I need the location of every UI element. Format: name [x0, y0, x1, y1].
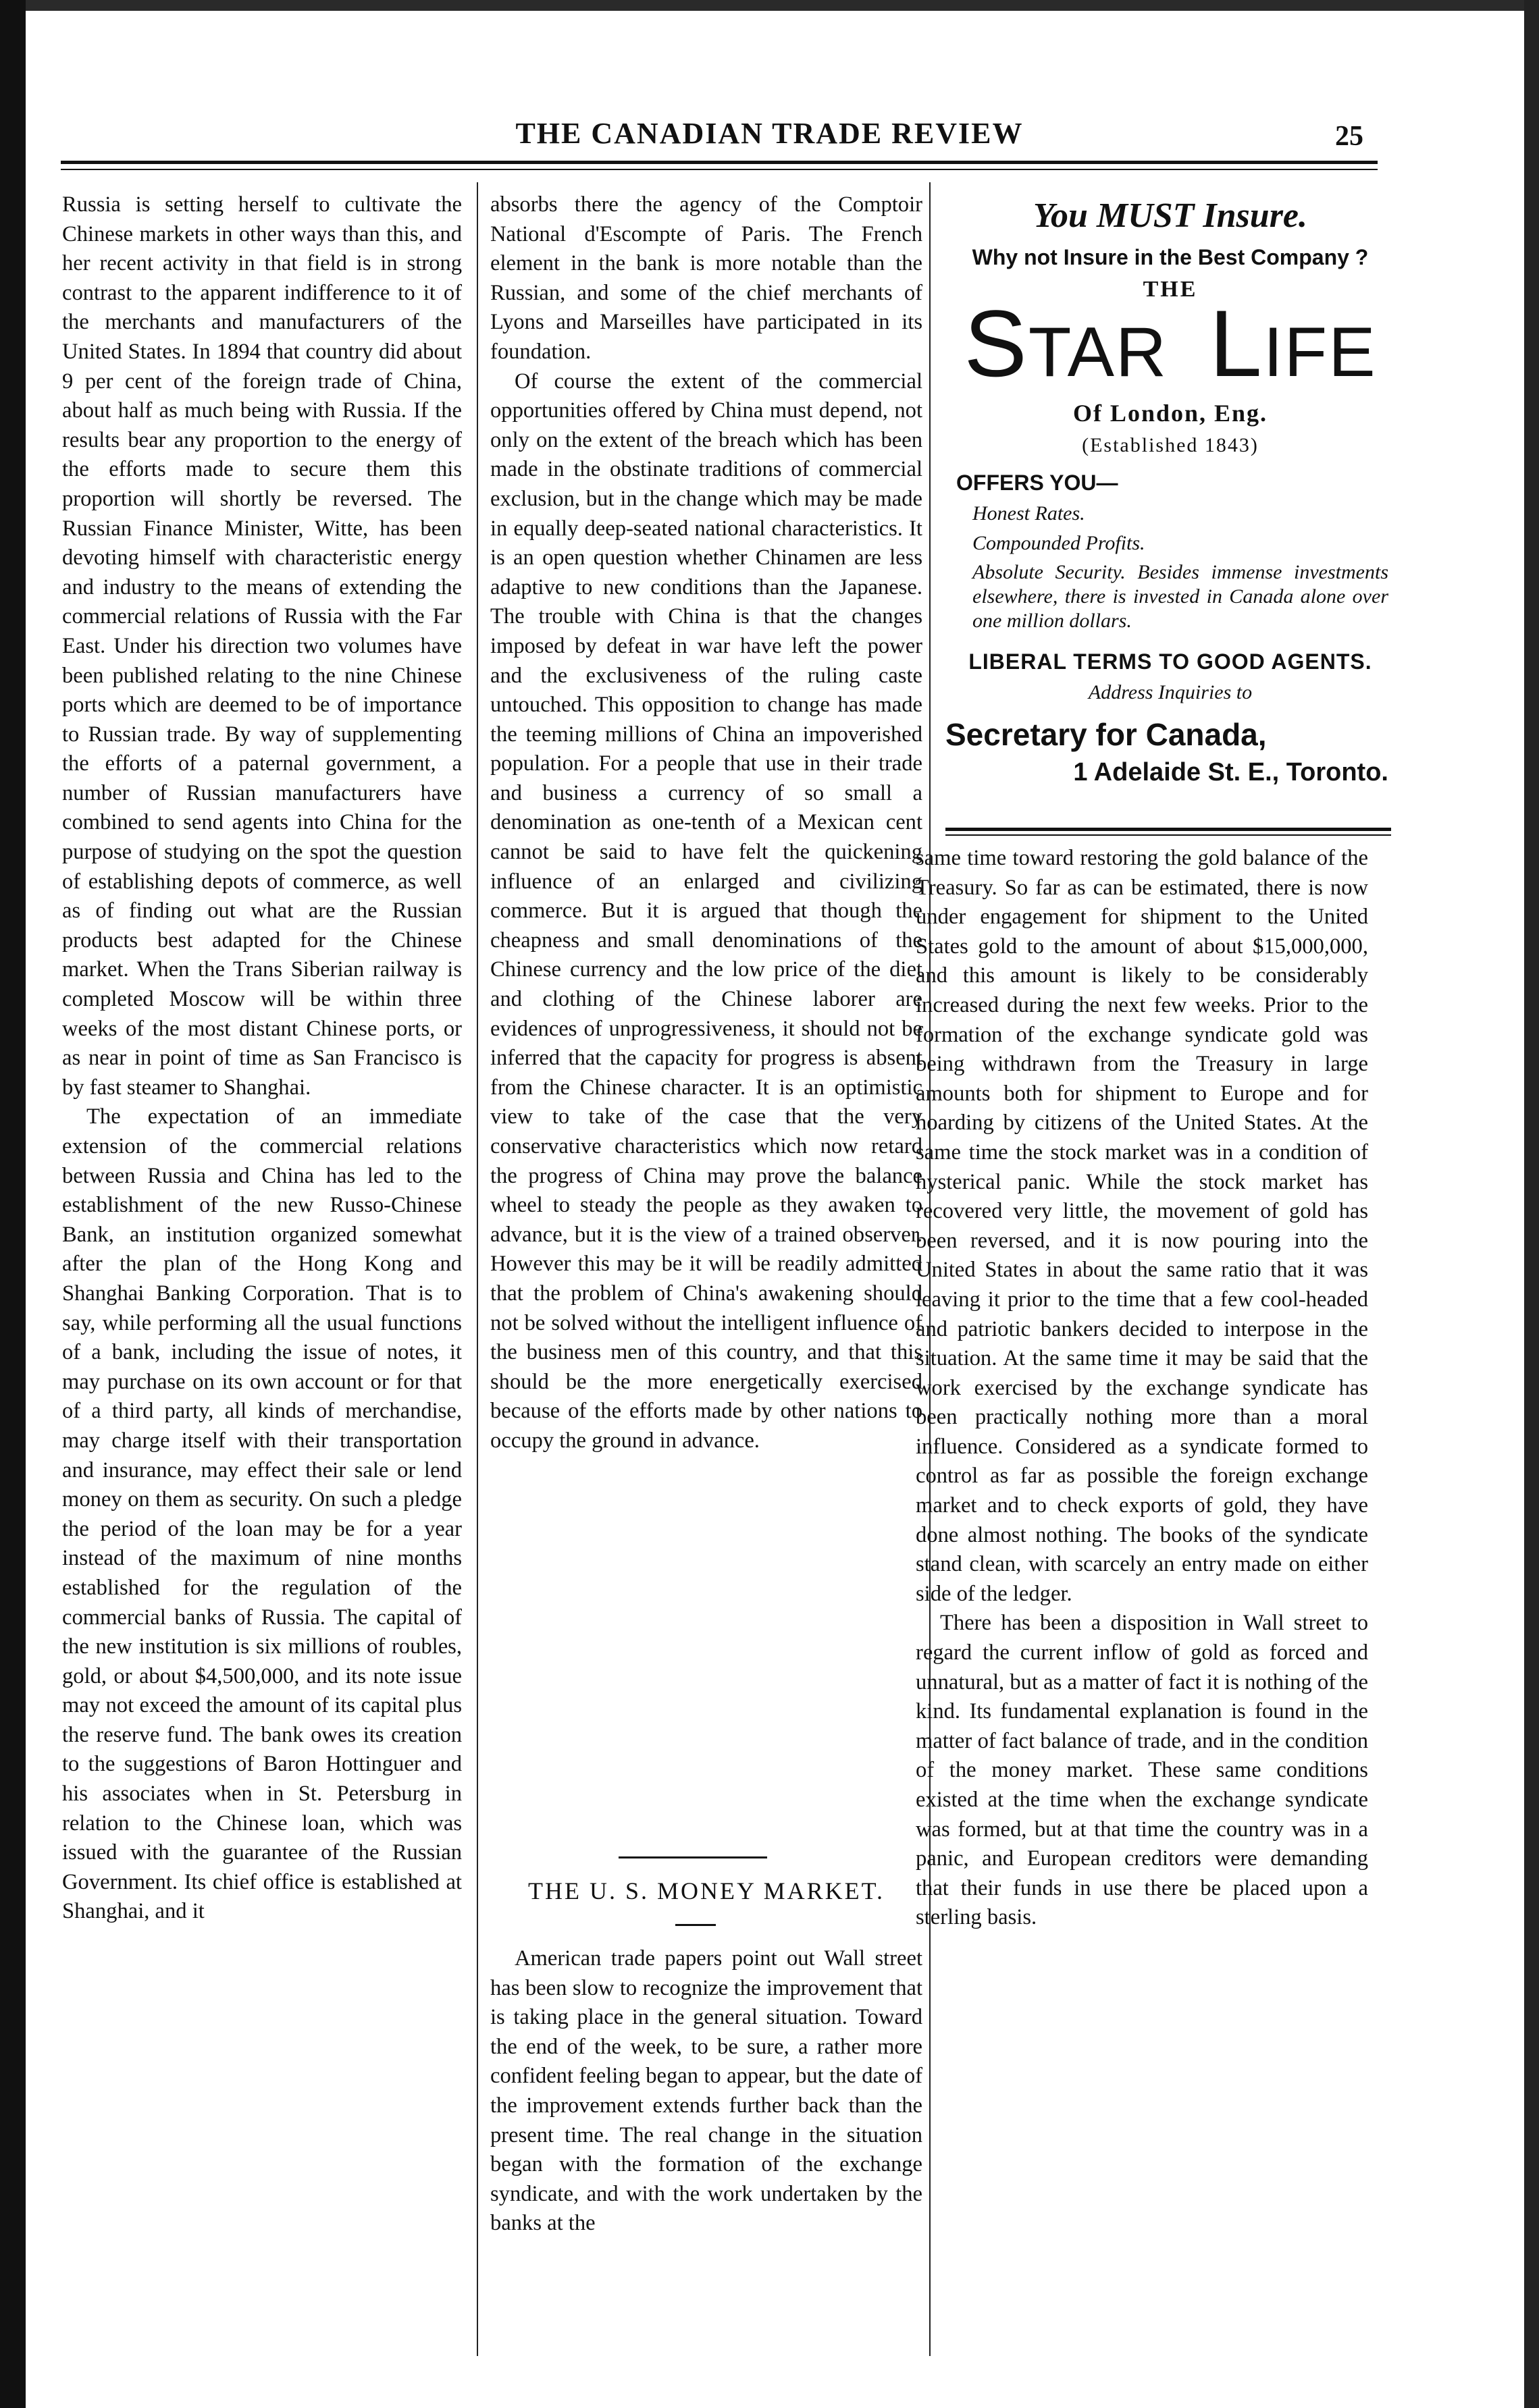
ad-brand-logo — [945, 290, 1395, 396]
brand-word-ife: IFE — [1263, 313, 1377, 392]
ad-established: (Established 1843) — [1082, 434, 1259, 456]
ad-offers: OFFERS YOU— — [956, 471, 1118, 495]
ad-terms: LIBERAL TERMS TO GOOD AGENTS. — [968, 649, 1372, 674]
ad-offer-item: Compounded Profits. — [972, 532, 1145, 554]
article-column-1 — [62, 190, 462, 2337]
ad-address-label: Address Inquiries to — [1088, 681, 1253, 703]
ad-security-note: Absolute Security. Besides immense investments elsewhere, there is invested in Canada alone over one million dollars. — [972, 561, 1388, 632]
section-divider — [619, 1856, 767, 1858]
page-number: 25 — [1335, 121, 1363, 152]
publication-title: THE CANADIAN TRADE REVIEW — [515, 117, 1024, 150]
ad-location: Of London, Eng. — [1072, 400, 1268, 427]
brand-word-tar: TAR — [1028, 313, 1168, 392]
star-life-advertisement — [945, 189, 1395, 824]
ad-offer-item: Honest Rates. — [972, 502, 1085, 525]
article-column-3 — [916, 844, 1368, 2343]
section-title: THE U. S. MONEY MARKET. — [528, 1877, 885, 1904]
header-rule-thin — [61, 169, 1378, 170]
paragraph: American trade papers point out Wall street has been slow to recognize the improvement that is taking place in the general situation. Toward the end of the week, to be sure, a rather more confident feeling began to appear, but the date of the improvement extends further back than the present time. The real change in the situation began with the formation of the exchange syndicate, and with the work undertaken by the banks at the — [490, 1946, 922, 2236]
paragraph: There has been a disposition in Wall street to regard the current inflow of gold as forced and unnatural, but as a matter of fact it is nothing of the kind. Its fundamental explanation is found in the matter of fact balance of trade, and in the condition of the money market. These same conditions existed at the time when the exchange syndicate was formed, but at that time the country was in a panic, and European creditors were demanding that their funds in use there be placed upon a sterling basis. — [916, 1611, 1368, 1930]
section-divider-small — [675, 1924, 716, 1926]
brand-initial-l: L — [1209, 290, 1263, 396]
ad-secretary: Secretary for Canada, — [945, 717, 1267, 752]
ad-the: THE — [1143, 277, 1198, 302]
paragraph: absorbs there the agency of the Comptoir National d'Escompte of Paris. The French element in the bank is more notable than the Russian, and some of the chief merchants of Lyons and Marseilles have participated in its foundation. — [490, 192, 922, 364]
ad-bottom-rule-thin — [945, 834, 1391, 836]
scan-edge-left — [0, 0, 26, 2408]
ad-bottom-rule — [945, 828, 1391, 831]
masthead — [0, 108, 1539, 169]
ad-street-address: 1 Adelaide St. E., Toronto. — [1073, 758, 1388, 786]
money-market-article — [490, 1944, 922, 2322]
ad-headline: You MUST Insure. — [1033, 196, 1308, 235]
header-rule — [61, 161, 1378, 164]
brand-initial-s: S — [964, 290, 1028, 396]
paragraph: same time toward restoring the gold balance of the Treasury. So far as can be estimated, there is now under engagement for shipment to the United States gold to the amount of about $15,000,000, and this amount is likely to be considerably increased during the next few weeks. Prior to the formation of the exchange syndicate gold was being withdrawn from the Treasury in large amounts both for shipment to Europe and for hoarding by citizens of the United States. At the same time the stock market was in a condition of hysterical panic. While the stock market has recovered very little, the movement of gold has been reversed, and it is now pouring into the United States in about the same ratio that it was leaving it prior to the time that a few cool-headed and patriotic bankers decided to interpose in the situation. At the same time it may be said that the work exercised by the exchange syndicate has been practically nothing more than a moral influence. Considered as a syndicate formed to control as far as possible the foreign exchange market and to check exports of gold, they have done almost nothing. The books of the syndicate stand clean, with scarcely an entry made on either side of the ledger. — [916, 846, 1368, 1606]
ad-subheadline: Why not Insure in the Best Company ? — [972, 245, 1369, 269]
article-column-2 — [490, 190, 922, 1824]
column-divider-1 — [477, 182, 478, 2356]
paragraph: Russia is setting herself to cultivate the Chinese markets in other ways than this, and her recent activity in that field is in strong contrast to the apparent indifference to it of the merchants and manufacturers of the United States. In 1894 that country did about 9 per cent of the foreign trade of China, about half as much being with Russia. If the results bear any proportion to the energy of the efforts made to secure them this proportion will shortly be reversed. The Russian Finance Minister, Witte, has been devoting himself with characteristic energy and industry to the means of extending the commercial relations of Russia with the Far East. Under his direction two volumes have been published relating to the nine Chinese ports which are deemed to be of importance to Russian trade. By way of supplementing the efforts of a paternal government, a number of Russian manufacturers have combined to send agents into China for the purpose of studying on the spot the question of establishing depots of commerce, as well as of finding out what are the Russian products best adapted for the Chinese market. When the Trans Siberian railway is completed Moscow will be within three weeks of the most distant Chinese ports, or as near in point of time as San Francisco is by fast steamer to Shanghai. — [62, 192, 462, 1100]
paragraph: Of course the extent of the commercial opportunities offered by China must depend, not only on the extent of the breach which has been made in the obstinate traditions of commercial exclusion, but in the change which may be made in equally deep-seated national characteristics. It is an open question whether Chinamen are less adaptive to new conditions than the Japanese. The trouble with China is that the changes imposed by defeat in war have left the power and the exclusiveness of the ruling caste untouched. This opposition to change has made the teeming millions of China an impoverished population. For a people that use in their trade and business a currency of so small a denomination as one-tenth of a Mexican cent cannot be said to have felt the quickening influence of an enlarged and civilizing commerce. But it is argued that though the cheapness and small denominations of the Chinese currency and the low price of the diet and clothing of the Chinese laborer are evidences of unprogressiveness, it should not be inferred that the capacity for progress is absent from the Chinese character. It is an optimistic view to take of the case that the very conservative characteristics which now retard the progress of China may prove the balance wheel to steady the people as they awaken to advance, but it is the view of a trained observer. However this may be it will be readily admitted that the problem of China's awakening should not be solved without the intelligent influence of the business men of this country, and that this should be the more energetically exercised because of the efforts made by other nations to occupy the ground in advance. — [490, 369, 922, 1453]
paragraph: The expectation of an immediate extension of the commercial relations between Russia and China has led to the establishment of the new Russo-Chinese Bank, an institution organized somewhat after the plan of the Hong Kong and Shanghai Banking Corporation. That is to say, while performing all the usual functions of a bank, including the issue of notes, it may purchase on its own account or for that of a third party, all kinds of merchandise, may charge itself with their transportation and insurance, may effect their sale or lend money on them as security. On such a pledge the period of the loan may be for a year instead of the maximum of nine months established for the regulation of the commercial banks of Russia. The capital of the new institution is six millions of roubles, gold, or about $4,500,000, and its note issue may not exceed the amount of its capital plus the reserve fund. The bank owes its creation to the suggestions of Baron Hottinguer and his associates when in St. Petersburg in relation to the Chinese loan, which was issued with the guarantee of the Russian Government. Its chief office is established at Shanghai, and it — [62, 1104, 462, 1924]
scan-edge-right — [1524, 0, 1539, 2408]
scan-edge-top — [0, 0, 1539, 11]
